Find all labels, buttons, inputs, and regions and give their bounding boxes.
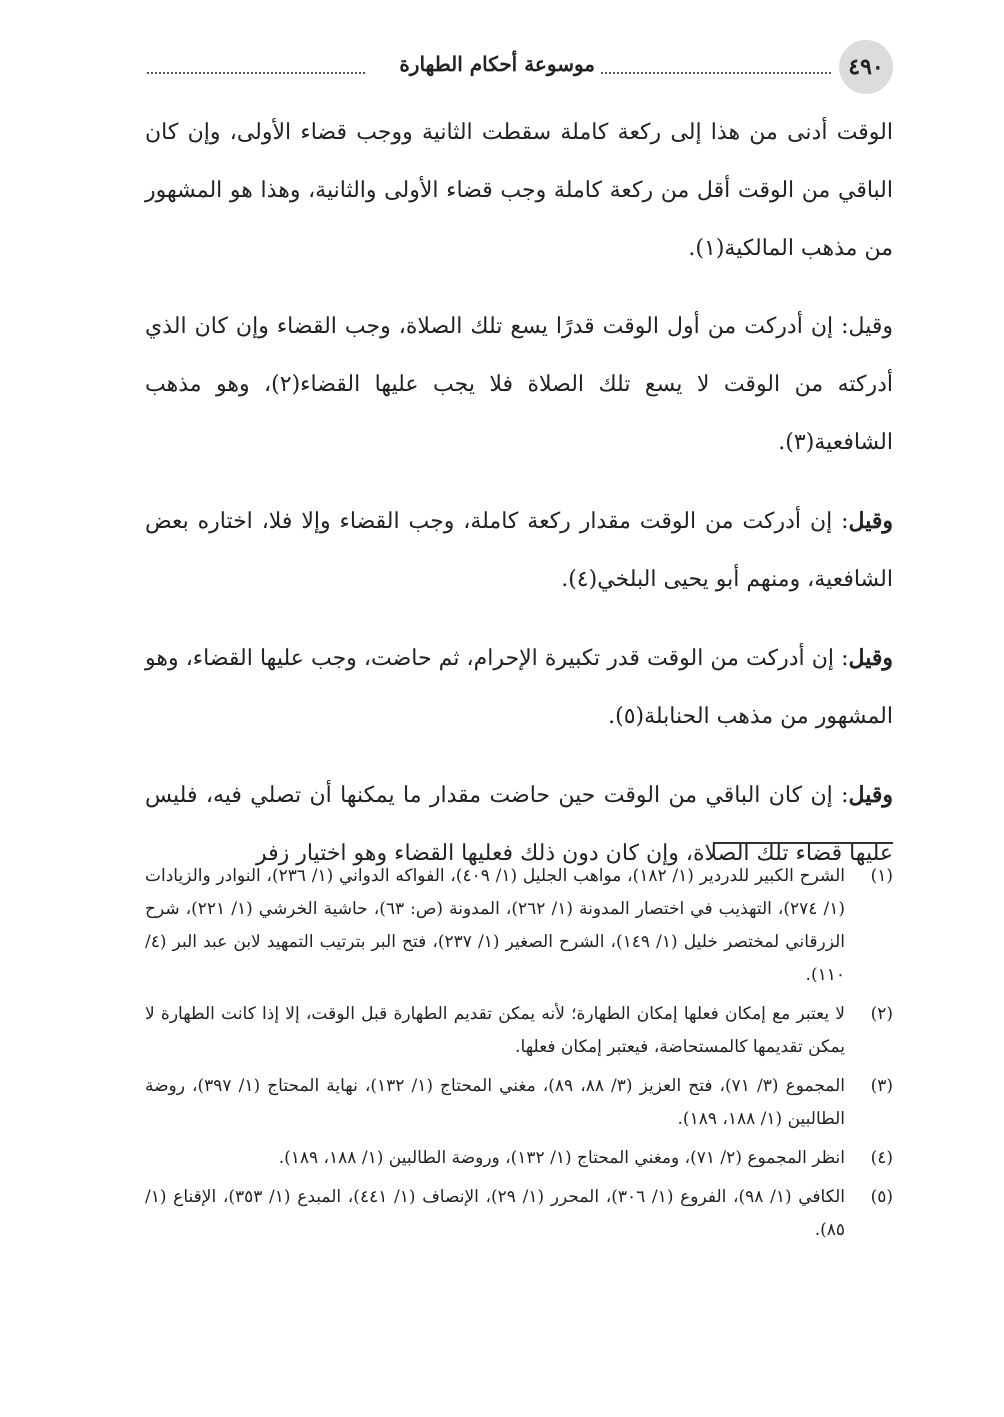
paragraph-lead: وقيل xyxy=(848,782,893,808)
page-number-badge: ٤٩٠ xyxy=(839,40,893,94)
footnote xyxy=(145,860,893,992)
footnote-text: لا يعتبر مع إمكان فعلها إمكان الطهارة؛ لأنه يمكن تقديم الطهارة قبل الوقت، إلا إذا كانت الطهارة لا يمكن تقديمها كالمستحاضة، فيعتبر إمكان فعلها. xyxy=(145,1004,845,1057)
main-text xyxy=(145,103,893,903)
book-title: موسوعة أحكام الطهارة xyxy=(399,52,595,76)
paragraph-text: : إن أدركت من الوقت مقدار ركعة كاملة، وجب القضاء وإلا فلا، اختاره بعض الشافعية، ومنهم أبو يحيى البلخي(٤). xyxy=(145,509,893,592)
paragraph-lead: وقيل xyxy=(848,314,893,339)
footnote-number: (٢) xyxy=(870,1004,893,1024)
footnote xyxy=(145,1181,893,1247)
paragraph-text: : إن أدركت من الوقت قدر تكبيرة الإحرام، ثم حاضت، وجب عليها القضاء، وهو المشهور من مذهب الحنابلة(٥). xyxy=(145,646,893,729)
paragraph-lead: وقيل xyxy=(848,508,893,534)
page-header xyxy=(145,40,893,100)
paragraph-text: : إن كان الباقي من الوقت حين حاضت مقدار ما يمكنها أن تصلي فيه، فليس عليها قضاء تلك الصلاة، وإن كان دون ذلك فعليها القضاء وهو اختيار زفر xyxy=(145,783,893,866)
paragraph xyxy=(145,298,893,472)
footnote-number: (١) xyxy=(870,866,893,886)
footnote xyxy=(145,998,893,1064)
paragraph-lead: وقيل xyxy=(848,645,893,671)
footnote xyxy=(145,1070,893,1136)
footnote-text: الشرح الكبير للدردير (١/ ١٨٢)، مواهب الجليل (١/ ٤٠٩)، الفواكه الدواني (١/ ٢٣٦)، النوادر والزيادات (١/ ٢٧٤)، التهذيب في اختصار المدونة (١/ ٢٦٢)، المدونة (ص: ٦٣)، حاشية الخرشي (١/ ٢٢١)، شرح الزرقاني لمختصر خليل (١/ ١٤٩)، الشرح الصغير (١/ ٢٣٧)، فتح البر بترتيب التمهيد لابن عبد البر (٤/ ١١٠). xyxy=(145,866,845,985)
footnote-text: انظر المجموع (٢/ ٧١)، ومغني المحتاج (١/ ١٣٢)، وروضة الطالبين (١/ ١٨٨، ١٨٩). xyxy=(278,1148,845,1168)
paragraph xyxy=(145,103,893,278)
footnote-number: (٣) xyxy=(870,1076,893,1096)
paragraph-text: الوقت أدنى من هذا إلى ركعة كاملة سقطت الثانية ووجب قضاء الأولى، وإن كان الباقي من الوقت أقل من ركعة كاملة وجب قضاء الأولى والثانية، وهذا هو المشهور من مذهب المالكية(١). xyxy=(145,120,893,261)
footnote xyxy=(145,1142,893,1175)
header-dotted-leader-right xyxy=(601,72,831,74)
header-dotted-leader-left xyxy=(147,72,365,74)
footnote-number: (٤) xyxy=(870,1148,893,1168)
paragraph-text: : إن أدركت من أول الوقت قدرًا يسع تلك الصلاة، وجب القضاء وإن كان الذي أدركته من الوقت لا يسع تلك الصلاة فلا يجب عليها القضاء(٢)، وهو مذهب الشافعية(٣). xyxy=(145,314,894,455)
footnotes xyxy=(145,860,893,1253)
footnote-text: المجموع (٣/ ٧١)، فتح العزيز (٣/ ٨٨، ٨٩)، مغني المحتاج (١/ ١٣٢)، نهاية المحتاج (١/ ٣٩٧)، روضة الطالبين (١/ ١٨٨، ١٨٩). xyxy=(145,1076,846,1129)
footnote-separator xyxy=(713,842,893,844)
paragraph xyxy=(145,492,893,609)
footnote-number: (٥) xyxy=(870,1187,893,1207)
footnote-text: الكافي (١/ ٩٨)، الفروع (١/ ٣٠٦)، المحرر (١/ ٢٩)، الإنصاف (١/ ٤٤١)، المبدع (١/ ٣٥٣)، الإقناع (١/ ٨٥). xyxy=(145,1187,846,1240)
paragraph xyxy=(145,629,893,746)
